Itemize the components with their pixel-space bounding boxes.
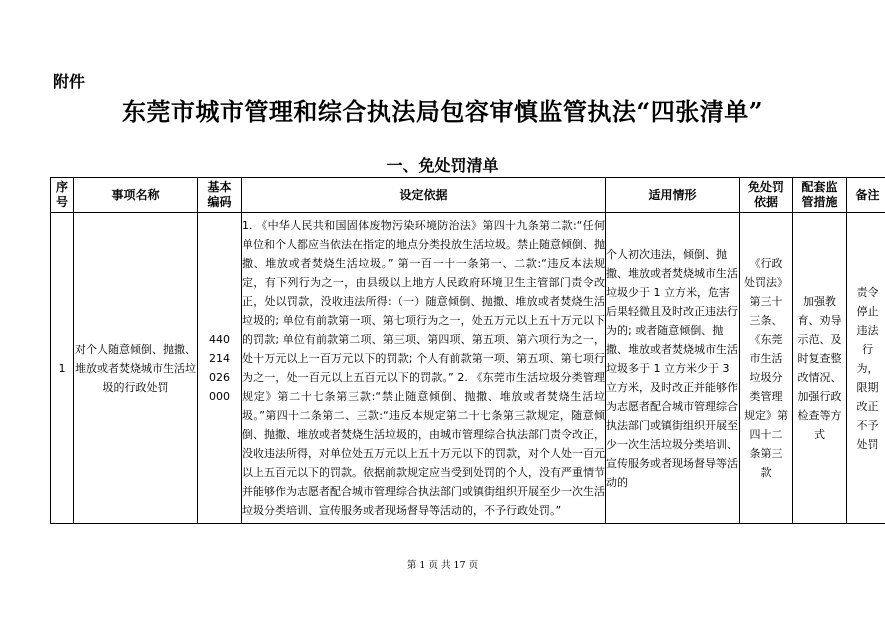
row-remarks: 责令 停止 违法 行 为， 限期 改正 不予 处罚 [847,213,885,524]
header-basic-code: 基本 编码 [198,178,242,213]
header-applicable-case: 适用情形 [606,178,740,213]
table-header-row [51,178,885,213]
header-remarks: 备注 [847,178,885,213]
page-number: 第 1 页 共 17 页 [406,560,479,571]
header-exemption-basis: 免处罚 依据 [740,178,793,213]
document-title: 东莞市城市管理和综合执法局包容审慎监管执法“四张清单” [121,97,764,126]
header-supporting-measures: 配套监 管措施 [793,178,847,213]
row-basic-code: 440 214 026 000 [198,213,242,524]
row-exemption-basis: 《行政 处罚法》 第三十 三条、 《东莞 市生活 垃圾分 类管理 规定》第 四十二 条第三 款 [740,213,793,524]
table-row [51,213,885,524]
row-applicable-case: 个人初次违法，倾倒、抛撒、堆放或者焚烧城市生活垃圾少于 1 立方米，危害后果轻微且及时改正违法行为的; 或者随意倾倒、抛撒、堆放或者焚烧城市生活垃圾多于 1 立方米少于 3 立方米，及时改正并能够作为志愿者配合城市管理综合执法部门或镇街组织开展至少一次生活垃圾分类培训、宣传服务或者现场督导等活动的 [606,213,740,524]
header-item-name: 事项名称 [74,178,198,213]
row-supporting-measures: 加强教 育、劝导 示范、及 时复查整 改情况、 加强行政 检查等方 式 [793,213,847,524]
attachment-label: 附件 [53,72,86,91]
exemption-table [50,177,885,524]
row-item-name: 对个人随意倾倒、抛撒、堆放或者焚烧城市生活垃圾的行政处罚 [74,213,198,524]
header-no: 序 号 [51,178,74,213]
row-legal-basis: 1. 《中华人民共和国固体废物污染环境防治法》第四十九条第二款:“任何单位和个人都应当依法在指定的地点分类投放生活垃圾。禁止随意倾倒、抛撒、堆放或者焚烧生活垃圾。” 第一百一十一条第一、二款:“违反本法规定，有下列行为之一，由县级以上地方人民政府环境卫生主管部门责令改正，处以罚款，没收违法所得:（一）随意倾倒、抛撒、堆放或者焚烧生活垃圾的; 单位有前款第一项、第七项行为之一，处五万元以上五十万元以下的罚款; 单位有前款第二项、第三项、第四项、第五项、第六项行为之一，处十万元以上一百万元以下的罚款; 个人有前款第一项、第五项、第七项行为之一，处一百元以上五百元以下的罚款。” 2. 《东莞市生活垃圾分类管理规定》第二十七条第三款:“禁止随意倾倒、抛撒、堆放或者焚烧生活垃圾。”第四十二条第二、三款:“违反本规定第二十七条第三款规定，随意倾倒、抛撒、堆放或者焚烧生活垃圾的，由城市管理综合执法部门责令改正，没收违法所得，对单位处五万元以上五十万元以下的罚款，对个人处一百元以上五百元以下的罚款。依据前款规定应当受到处罚的个人，没有严重情节并能够作为志愿者配合城市管理综合执法部门或镇街组织开展至少一次生活垃圾分类培训、宣传服务或者现场督导等活动的，不予行政处罚。” [242,213,606,524]
header-legal-basis: 设定依据 [242,178,606,213]
section-title: 一、免处罚清单 [386,156,499,175]
row-no: 1 [51,213,74,524]
